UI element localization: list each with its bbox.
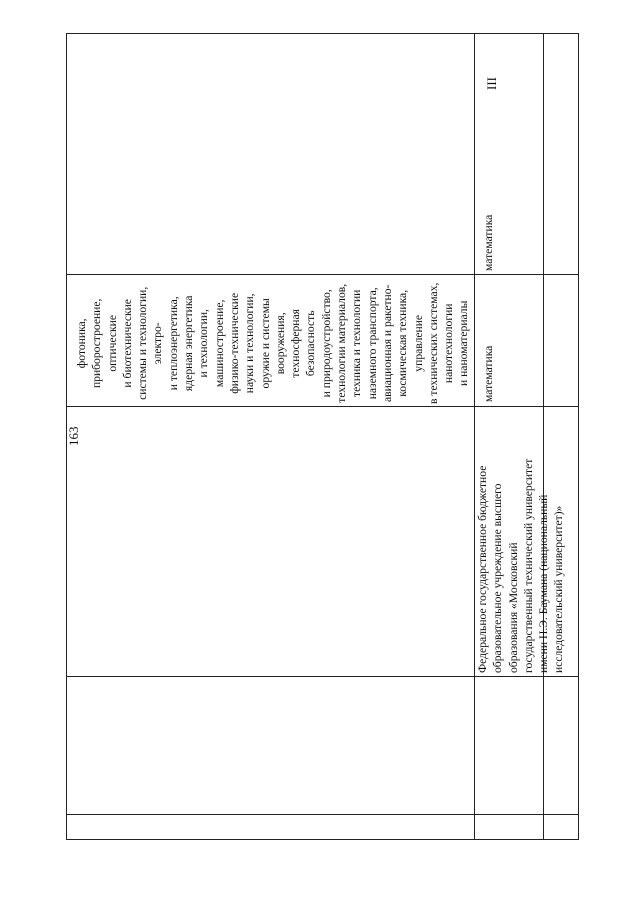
specialty-line: приборостроение,: [90, 298, 104, 389]
olympiad-table: [66, 33, 579, 840]
specialty-line: техносферная: [289, 309, 303, 378]
university-line: исследовательский университет)»: [552, 505, 566, 673]
university-line: Федеральное государственное бюджетное: [476, 465, 489, 673]
specialty-line: электро-: [151, 322, 165, 365]
specialty-line: безопасность: [304, 310, 318, 377]
table-divider: [67, 406, 578, 407]
table-divider: [67, 274, 578, 275]
subject-label: математика: [482, 214, 495, 271]
level-label: III: [484, 77, 499, 90]
table-divider: [67, 676, 578, 677]
specialty-line: и наноматериалы: [457, 300, 471, 386]
specialty-line: системы и технологии,: [136, 286, 150, 400]
specialty-line: физико-технические: [227, 292, 241, 394]
specialty-line: и биотехнические: [120, 299, 134, 388]
specialty-line: оружие и системы: [258, 298, 272, 389]
specialty-line: авиационная и ракетно-: [380, 284, 394, 403]
university-line: государственный технический университет: [521, 458, 535, 673]
specialty-line: управление: [411, 314, 425, 372]
specialty-line: и природоустройство,: [319, 289, 333, 398]
subject-cell: [481, 215, 496, 271]
specialty-line: фотоника,: [75, 318, 88, 369]
specialty-line: нанотехнологии: [442, 303, 456, 384]
table-divider: [67, 814, 578, 815]
table-divider: [543, 34, 544, 839]
page-number: 163: [66, 426, 81, 446]
specialty-line: технологии материалов,: [335, 283, 349, 403]
specialty-line: оптические: [105, 314, 119, 372]
specialties-cell: [74, 283, 472, 404]
university-line: образовательное учреждение высшего: [491, 483, 505, 673]
level-cell: [484, 77, 499, 90]
university-line: имени Н.Э. Баумана (национальный: [537, 494, 551, 673]
specialty-line: науки и технологии,: [243, 293, 257, 394]
specialty-line: космическая техника,: [396, 289, 410, 397]
specialty-line: машиностроение,: [212, 299, 226, 388]
specialty-line: наземного транспорта,: [365, 287, 379, 400]
university-name-cell: [475, 459, 567, 673]
specialty-line: и теплоэнергетика,: [166, 296, 180, 391]
specialty-line: вооружения,: [273, 312, 287, 375]
subject-label: математика: [482, 345, 495, 402]
specialty-line: ядерная энергетика: [182, 295, 196, 392]
subject-cell: [481, 346, 496, 402]
university-line: образования «Московский: [506, 542, 520, 673]
specialty-line: и технологии,: [197, 309, 211, 378]
table-divider: [474, 34, 475, 839]
specialty-line: техника и технологии: [350, 289, 364, 397]
specialty-line: в технических системах,: [426, 282, 440, 404]
